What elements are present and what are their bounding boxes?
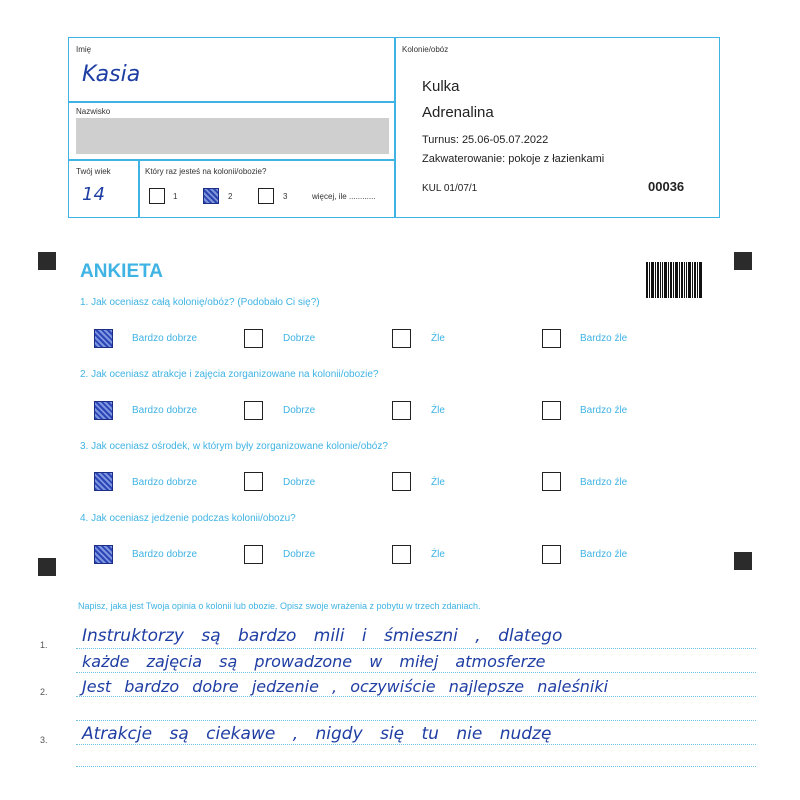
opinion-answer-line-3[interactable]: Jest bardzo dobre jedzenie , oczywiście najlepsze naleśniki: [82, 677, 609, 696]
option-label: Bardzo dobrze: [132, 333, 198, 344]
option-label: Źle: [431, 333, 445, 344]
name-value[interactable]: Kasia: [82, 62, 141, 87]
q3-option-zle-checkbox[interactable]: [392, 472, 411, 491]
line-number: 1.: [40, 640, 48, 650]
opinion-answer-line-4[interactable]: Atrakcje są ciekawe , nigdy się tu nie nudzę: [82, 724, 552, 744]
line-number: 2.: [40, 687, 48, 697]
q3-option-dobrze-checkbox[interactable]: [244, 472, 263, 491]
option-label: Bardzo dobrze: [132, 477, 198, 488]
name-label: Imię: [76, 45, 92, 54]
divider: [68, 159, 395, 161]
writing-line: [76, 720, 756, 721]
barcode-icon: [646, 262, 702, 298]
writing-line: [76, 696, 756, 697]
q4-option-bardzo-dobrze-checkbox[interactable]: [94, 545, 113, 564]
opinion-prompt: Napisz, jaka jest Twoja opinia o kolonii lub obozie. Opisz swoje wrażenia z pobytu w trzech zdaniach.: [78, 601, 481, 611]
opinion-answer-line-1[interactable]: Instruktorzy są bardzo mili i śmieszni , dlatego: [82, 626, 563, 646]
times-option-label: 1: [173, 192, 178, 201]
option-label: Bardzo źle: [580, 477, 628, 488]
times-more-label: więcej, ile ............: [312, 192, 376, 201]
times-label: Który raz jesteś na kolonii/obozie?: [145, 167, 267, 176]
q2-option-zle-checkbox[interactable]: [392, 401, 411, 420]
age-label: Twój wiek: [76, 167, 111, 176]
times-checkbox-3[interactable]: [258, 188, 274, 204]
times-checkbox-2[interactable]: [203, 188, 219, 204]
option-label: Źle: [431, 477, 445, 488]
accommodation: Zakwaterowanie: pokoje z łazienkami: [422, 153, 605, 165]
option-label: Bardzo źle: [580, 333, 628, 344]
option-label: Dobrze: [283, 405, 316, 416]
camp-name: Kulka: [422, 78, 460, 95]
option-label: Dobrze: [283, 549, 316, 560]
q2-option-bardzo-zle-checkbox[interactable]: [542, 401, 561, 420]
option-label: Bardzo dobrze: [132, 405, 198, 416]
question-2: 2. Jak oceniasz atrakcje i zajęcia zorganizowane na kolonii/obozie?: [80, 369, 379, 380]
option-label: Dobrze: [283, 477, 316, 488]
divider: [68, 101, 395, 103]
question-1: 1. Jak oceniasz całą kolonię/obóz? (Podobało Ci się?): [80, 297, 320, 308]
divider: [138, 159, 140, 218]
q4-option-bardzo-zle-checkbox[interactable]: [542, 545, 561, 564]
option-label: Dobrze: [283, 333, 316, 344]
writing-line: [76, 766, 756, 767]
turnus-dates: Turnus: 25.06-05.07.2022: [422, 134, 549, 146]
question-4: 4. Jak oceniasz jedzenie podczas kolonii/obozu?: [80, 513, 296, 524]
surname-label: Nazwisko: [76, 107, 111, 116]
q4-option-dobrze-checkbox[interactable]: [244, 545, 263, 564]
times-checkbox-1[interactable]: [149, 188, 165, 204]
line-number: 3.: [40, 735, 48, 745]
surname-redacted-field: [76, 118, 389, 154]
registration-marker: [38, 252, 56, 270]
q1-option-bardzo-dobrze-checkbox[interactable]: [94, 329, 113, 348]
survey-title: ANKIETA: [80, 261, 164, 282]
option-label: Bardzo dobrze: [132, 549, 198, 560]
camp-code: KUL 01/07/1: [422, 183, 478, 194]
q2-option-bardzo-dobrze-checkbox[interactable]: [94, 401, 113, 420]
q4-option-zle-checkbox[interactable]: [392, 545, 411, 564]
writing-line: [76, 744, 756, 745]
writing-line: [76, 672, 756, 673]
q2-option-dobrze-checkbox[interactable]: [244, 401, 263, 420]
opinion-answer-line-2[interactable]: każde zajęcia są prowadzone w miłej atmosferze: [82, 652, 546, 671]
camp-label: Kolonie/obóz: [402, 45, 449, 54]
option-label: Źle: [431, 549, 445, 560]
option-label: Bardzo źle: [580, 405, 628, 416]
option-label: Źle: [431, 405, 445, 416]
camp-subtitle: Adrenalina: [422, 104, 494, 121]
times-option-label: 2: [228, 192, 233, 201]
q3-option-bardzo-dobrze-checkbox[interactable]: [94, 472, 113, 491]
divider: [394, 37, 396, 218]
q1-option-zle-checkbox[interactable]: [392, 329, 411, 348]
form-number: 00036: [648, 179, 685, 194]
q1-option-bardzo-zle-checkbox[interactable]: [542, 329, 561, 348]
q3-option-bardzo-zle-checkbox[interactable]: [542, 472, 561, 491]
writing-line: [76, 648, 756, 649]
age-value[interactable]: 14: [82, 184, 105, 205]
registration-marker: [734, 252, 752, 270]
times-option-label: 3: [283, 192, 288, 201]
registration-marker: [734, 552, 752, 570]
option-label: Bardzo źle: [580, 549, 628, 560]
registration-marker: [38, 558, 56, 576]
q1-option-dobrze-checkbox[interactable]: [244, 329, 263, 348]
question-3: 3. Jak oceniasz ośrodek, w którym były zorganizowane kolonie/obóz?: [80, 441, 388, 452]
